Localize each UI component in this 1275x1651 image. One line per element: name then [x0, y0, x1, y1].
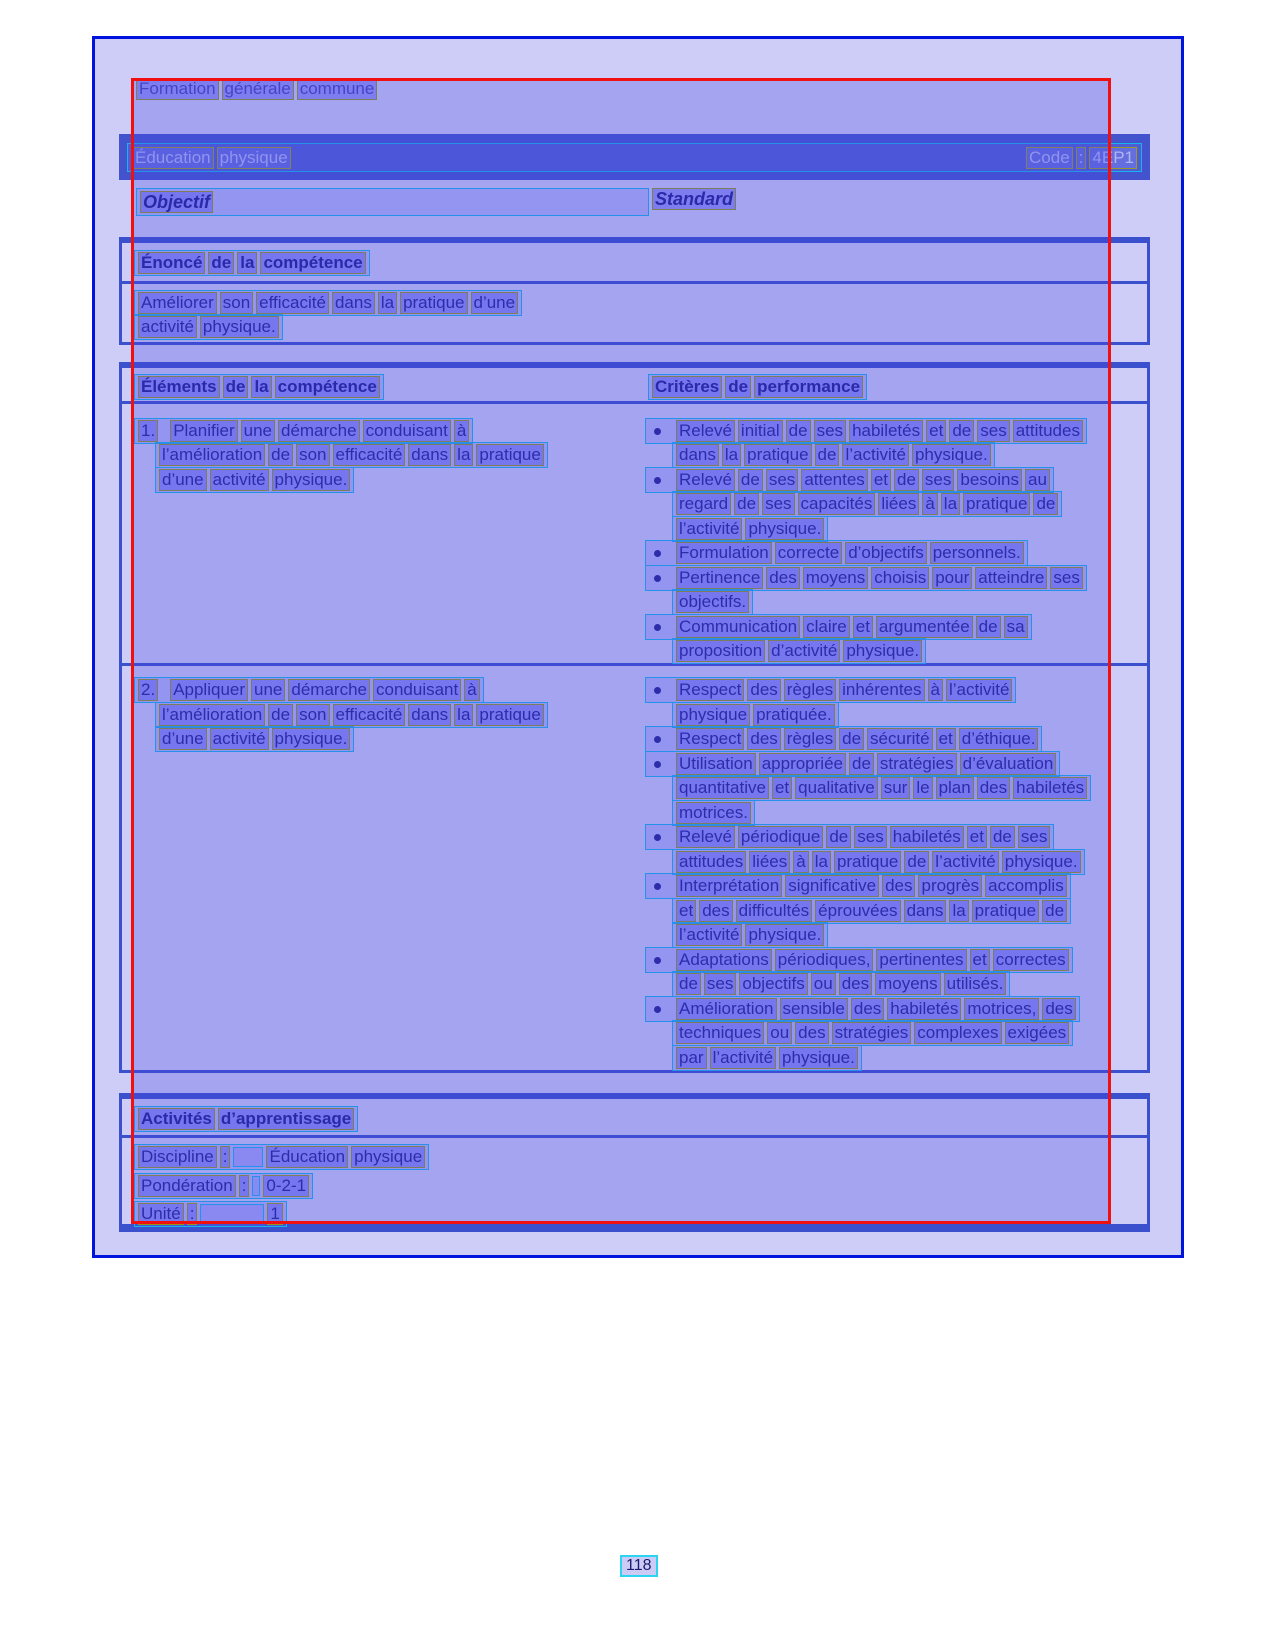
bullet-icon — [654, 834, 661, 841]
tab-box — [200, 1204, 264, 1224]
word-box: compétence — [275, 376, 380, 398]
word-box: d’une — [159, 469, 207, 491]
word-box: de — [1033, 493, 1058, 515]
word-box: habiletés — [887, 998, 961, 1020]
word-box: physique. — [912, 444, 991, 466]
word-box: Améliorer — [138, 292, 217, 314]
bullet-icon — [654, 428, 661, 435]
objective-column-header — [136, 188, 649, 216]
word-box: conduisant — [373, 679, 461, 701]
criteria-line — [672, 702, 839, 728]
criteria-line — [645, 540, 1028, 566]
criteria-line — [672, 898, 1071, 924]
word-box: ses — [762, 493, 794, 515]
word-box: ses — [1018, 826, 1050, 848]
criteria-line — [645, 996, 1080, 1022]
word-box: attentes — [801, 469, 868, 491]
word-box: de — [725, 376, 751, 398]
word-box: appropriée — [759, 753, 846, 775]
word-box: Utilisation — [676, 753, 756, 775]
word-box: de — [826, 826, 851, 848]
word-box: significative — [785, 875, 879, 897]
word-box: dans — [408, 704, 451, 726]
page-number — [620, 1555, 658, 1577]
word-box: Objectif — [140, 191, 213, 213]
word-box: performance — [754, 376, 863, 398]
word-box: Formulation — [676, 542, 772, 564]
word-box: efficacité — [256, 292, 329, 314]
word-box: activité — [138, 316, 197, 338]
word-box: ses — [1050, 567, 1082, 589]
bullet-icon — [654, 761, 661, 768]
word-box: techniques — [676, 1022, 764, 1044]
criteria-line — [672, 589, 753, 615]
word-box: une — [241, 420, 275, 442]
criteria-line — [672, 638, 926, 664]
word-box: règles — [784, 728, 836, 750]
word-box: difficultés — [736, 900, 813, 922]
word-box: habiletés — [890, 826, 964, 848]
discipline-field — [134, 1144, 429, 1170]
word-box: de — [208, 252, 234, 274]
word-box: physique — [676, 704, 750, 726]
word-box: de — [734, 493, 759, 515]
word-box: pertinentes — [876, 949, 966, 971]
document-title — [136, 78, 377, 100]
competence-header-divider — [119, 401, 1150, 404]
criteria-line — [645, 873, 1071, 899]
word-box: son — [296, 444, 329, 466]
word-box: et — [871, 469, 891, 491]
word-box: l’amélioration — [159, 444, 265, 466]
criteria-line — [645, 751, 1060, 777]
word-box: des — [839, 973, 872, 995]
word-box: Interprétation — [676, 875, 782, 897]
word-box: pratique — [400, 292, 467, 314]
word-box: attitudes — [1013, 420, 1083, 442]
word-box: de — [268, 704, 293, 726]
bullet-icon — [654, 477, 661, 484]
element-item-line — [155, 726, 354, 752]
bullet-icon — [654, 883, 661, 890]
item-number: 1. — [138, 420, 158, 442]
bullet-icon — [654, 957, 661, 964]
word-box: l’activité — [676, 924, 742, 946]
word-box: pratique — [744, 444, 811, 466]
word-box: dans — [676, 444, 719, 466]
word-box: Unité — [138, 1203, 184, 1225]
unite-field — [134, 1201, 287, 1227]
field-label — [138, 1146, 230, 1168]
word-box: à — [464, 679, 479, 701]
word-box: son — [296, 704, 329, 726]
word-box: et — [772, 777, 792, 799]
word-box: d’activité — [768, 640, 840, 662]
word-box: Relevé — [676, 826, 735, 848]
word-box: et — [926, 420, 946, 442]
word-box: d’apprentissage — [218, 1108, 354, 1130]
word-box: pratiquée. — [753, 704, 835, 726]
criteria-line — [645, 677, 1016, 703]
subject-header-linebox — [127, 143, 1142, 172]
word-box: l’activité — [932, 851, 998, 873]
word-box: la — [454, 704, 473, 726]
word-box: périodiques, — [775, 949, 874, 971]
criteria-line — [645, 418, 1087, 444]
word-box: Communication — [676, 616, 800, 638]
word-box: ou — [767, 1022, 792, 1044]
word-box: ses — [814, 420, 846, 442]
criteria-line — [672, 775, 1091, 801]
word-box: Discipline — [138, 1146, 217, 1168]
enonce-header — [134, 250, 370, 276]
word-box: besoins — [957, 469, 1022, 491]
word-box: et — [967, 826, 987, 848]
criteria-line — [672, 516, 828, 542]
word-box: correctes — [993, 949, 1069, 971]
word-box: sensible — [780, 998, 848, 1020]
word-box: Appliquer — [170, 679, 248, 701]
activities-header — [134, 1106, 358, 1132]
word-box: des — [882, 875, 915, 897]
word-box: moyens — [803, 567, 869, 589]
word-box: regard — [676, 493, 731, 515]
word-box: objectifs. — [676, 591, 749, 613]
word-box: ses — [704, 973, 736, 995]
word-box: stratégies — [832, 1022, 912, 1044]
word-box: Éducation — [266, 1146, 348, 1168]
word-box: Respect — [676, 728, 744, 750]
word-box: pour — [932, 567, 972, 589]
word-box: et — [853, 616, 873, 638]
word-box: Relevé — [676, 469, 735, 491]
criteria-line — [672, 849, 1085, 875]
criteria-column-header — [648, 374, 867, 400]
word-box: Pondération — [138, 1175, 236, 1197]
standard-column-header — [652, 188, 736, 210]
word-box: Éducation — [132, 147, 214, 169]
word-box: utilisés. — [944, 973, 1007, 995]
criteria-line — [672, 491, 1062, 517]
bullet-icon — [654, 1006, 661, 1013]
word-box: personnels. — [930, 542, 1024, 564]
word-box: la — [941, 493, 960, 515]
word-box: physique. — [272, 728, 351, 750]
word-box: ses — [977, 420, 1009, 442]
criteria-line — [645, 726, 1042, 752]
subject-header-bar — [119, 134, 1150, 180]
element-item-line — [155, 442, 548, 468]
word-box: des — [747, 728, 780, 750]
field-value — [267, 1203, 282, 1225]
word-box: dans — [408, 444, 451, 466]
bullet-icon — [654, 624, 661, 631]
word-box: d’évaluation — [960, 753, 1057, 775]
field-label — [138, 1203, 197, 1225]
word-box: activité — [210, 469, 269, 491]
word-box: efficacité — [333, 704, 406, 726]
word-box: périodique — [738, 826, 823, 848]
word-box: complexes — [914, 1022, 1001, 1044]
word-box: sécurité — [867, 728, 933, 750]
word-box: des — [747, 679, 780, 701]
word-box: Pertinence — [676, 567, 763, 589]
word-box: de — [949, 420, 974, 442]
word-box: Critères — [652, 376, 722, 398]
word-box: à — [454, 420, 469, 442]
word-box: dans — [904, 900, 947, 922]
word-box: Éléments — [138, 376, 220, 398]
word-box: pratique — [476, 444, 543, 466]
element-item-line — [155, 702, 548, 728]
word-box: qualitative — [795, 777, 878, 799]
criteria-line — [672, 442, 995, 468]
word-box: attitudes — [676, 851, 746, 873]
word-box: ou — [811, 973, 836, 995]
criteria-line — [645, 824, 1054, 850]
criteria-line — [645, 565, 1087, 591]
word-box: par — [676, 1047, 707, 1069]
word-box: pratique — [476, 704, 543, 726]
word-box: des — [699, 900, 732, 922]
word-box: générale — [222, 78, 294, 100]
word-box: motrices, — [964, 998, 1039, 1020]
word-box: et — [970, 949, 990, 971]
word-box: la — [237, 252, 257, 274]
competence-row-divider — [119, 663, 1150, 666]
criteria-line — [672, 1045, 862, 1071]
element-item-line — [155, 467, 354, 493]
page-number-text: 118 — [626, 1557, 652, 1574]
word-box: Planifier — [170, 420, 237, 442]
word-box: de — [268, 444, 293, 466]
word-box: choisis — [871, 567, 929, 589]
word-box: Code — [1026, 147, 1073, 169]
word-box: démarche — [278, 420, 360, 442]
word-box: physique — [351, 1146, 425, 1168]
word-box: son — [220, 292, 253, 314]
bullet-icon — [654, 687, 661, 694]
word-box: à — [928, 679, 943, 701]
document-title-text — [136, 79, 377, 98]
word-box: physique. — [843, 640, 922, 662]
word-box: physique — [217, 147, 291, 169]
enonce-table-divider — [119, 281, 1150, 284]
word-box: Formation — [136, 78, 219, 100]
word-box: et — [676, 900, 696, 922]
word-box: de — [976, 616, 1001, 638]
criteria-line — [672, 800, 755, 826]
word-box: atteindre — [975, 567, 1047, 589]
subject-name — [132, 147, 291, 169]
enonce-text-line — [134, 314, 283, 340]
enonce-text-line — [134, 290, 522, 316]
word-box: de — [815, 444, 840, 466]
word-box: 1 — [267, 1203, 282, 1225]
word-box: exigées — [1005, 1022, 1070, 1044]
word-box: activité — [210, 728, 269, 750]
word-box: physique. — [745, 924, 824, 946]
word-box: et — [936, 728, 956, 750]
word-box: la — [722, 444, 741, 466]
word-box: physique. — [200, 316, 279, 338]
word-box: Adaptations — [676, 949, 772, 971]
word-box: physique. — [745, 518, 824, 540]
word-box: règles — [784, 679, 836, 701]
criteria-line — [645, 467, 1054, 493]
word-box: l’amélioration — [159, 704, 265, 726]
subject-code — [1026, 147, 1137, 169]
word-box: correcte — [775, 542, 842, 564]
word-box: motrices. — [676, 802, 751, 824]
word-box: la — [812, 851, 831, 873]
word-box: moyens — [875, 973, 941, 995]
word-box: d’une — [471, 292, 519, 314]
item-number: 2. — [138, 679, 158, 701]
word-box: de — [676, 973, 701, 995]
word-box: conduisant — [363, 420, 451, 442]
word-box: la — [251, 376, 271, 398]
word-box: de — [786, 420, 811, 442]
word-box: plan — [936, 777, 974, 799]
word-box: efficacité — [333, 444, 406, 466]
word-box: d’une — [159, 728, 207, 750]
field-value — [263, 1175, 309, 1197]
word-box: pratique — [972, 900, 1039, 922]
word-box: de — [849, 753, 874, 775]
word-box: des — [851, 998, 884, 1020]
criteria-line — [672, 922, 828, 948]
word-box: argumentée — [876, 616, 973, 638]
word-box: inhérentes — [839, 679, 924, 701]
word-box: Énoncé — [138, 252, 205, 274]
word-box: des — [766, 567, 799, 589]
tab-box — [252, 1176, 260, 1196]
word-box: d’éthique. — [959, 728, 1039, 750]
word-box: ses — [766, 469, 798, 491]
word-box: des — [977, 777, 1010, 799]
word-box: l’activité — [842, 444, 908, 466]
word-box: Respect — [676, 679, 744, 701]
word-box: d’objectifs — [845, 542, 927, 564]
word-box: physique. — [779, 1047, 858, 1069]
word-box: ses — [922, 469, 954, 491]
word-box: éprouvées — [815, 900, 900, 922]
word-box: de — [990, 826, 1015, 848]
word-box: la — [378, 292, 397, 314]
word-box: sur — [881, 777, 911, 799]
word-box: liées — [878, 493, 919, 515]
word-box: l’activité — [946, 679, 1012, 701]
word-box: de — [839, 728, 864, 750]
field-value — [266, 1146, 425, 1168]
word-box: l’activité — [710, 1047, 776, 1069]
bullet-icon — [654, 575, 661, 582]
word-box: sa — [1004, 616, 1028, 638]
element-item-line — [134, 677, 484, 703]
elements-column-header — [134, 374, 384, 400]
word-box: la — [454, 444, 473, 466]
field-label — [138, 1175, 249, 1197]
word-box: progrès — [918, 875, 982, 897]
word-box: Relevé — [676, 420, 735, 442]
word-box: : — [187, 1203, 198, 1225]
tab-box — [233, 1147, 263, 1167]
criteria-line — [672, 971, 1010, 997]
word-box: une — [251, 679, 285, 701]
bullet-icon — [654, 736, 661, 743]
ponderation-field — [134, 1173, 313, 1199]
word-box: habiletés — [849, 420, 923, 442]
word-box: de — [738, 469, 763, 491]
word-box: claire — [803, 616, 850, 638]
word-box: Activités — [138, 1108, 215, 1130]
word-box: : — [1076, 147, 1087, 169]
word-box: de — [894, 469, 919, 491]
word-box: pratique — [834, 851, 901, 873]
word-box: Standard — [652, 188, 736, 210]
word-box: objectifs — [739, 973, 807, 995]
word-box: démarche — [288, 679, 370, 701]
word-box: des — [795, 1022, 828, 1044]
word-box: au — [1025, 469, 1050, 491]
bullet-icon — [654, 550, 661, 557]
word-box: à — [922, 493, 937, 515]
word-box: compétence — [260, 252, 365, 274]
word-box: de — [904, 851, 929, 873]
word-box: de — [223, 376, 249, 398]
word-box: : — [220, 1146, 231, 1168]
word-box: capacités — [798, 493, 876, 515]
word-box: à — [793, 851, 808, 873]
element-item-line — [134, 418, 473, 444]
word-box: le — [913, 777, 932, 799]
word-box: liées — [749, 851, 790, 873]
word-box: pratique — [963, 493, 1030, 515]
word-box: dans — [332, 292, 375, 314]
word-box: habiletés — [1013, 777, 1087, 799]
word-box: 0-2-1 — [263, 1175, 309, 1197]
criteria-line — [645, 947, 1073, 973]
word-box: quantitative — [676, 777, 769, 799]
criteria-line — [672, 1020, 1073, 1046]
word-box: Amélioration — [676, 998, 777, 1020]
word-box: de — [1042, 900, 1067, 922]
word-box: initial — [738, 420, 783, 442]
word-box: : — [239, 1175, 250, 1197]
word-box: l’activité — [676, 518, 742, 540]
word-box: stratégies — [877, 753, 957, 775]
word-box: ses — [854, 826, 886, 848]
criteria-line — [645, 614, 1032, 640]
word-box: accomplis — [985, 875, 1067, 897]
activities-header-divider — [119, 1135, 1150, 1138]
word-box: 4EP1 — [1089, 147, 1137, 169]
word-box: commune — [297, 78, 378, 100]
word-box: physique. — [1002, 851, 1081, 873]
word-box: physique. — [272, 469, 351, 491]
word-box: des — [1042, 998, 1075, 1020]
word-box: proposition — [676, 640, 765, 662]
word-box: la — [949, 900, 968, 922]
